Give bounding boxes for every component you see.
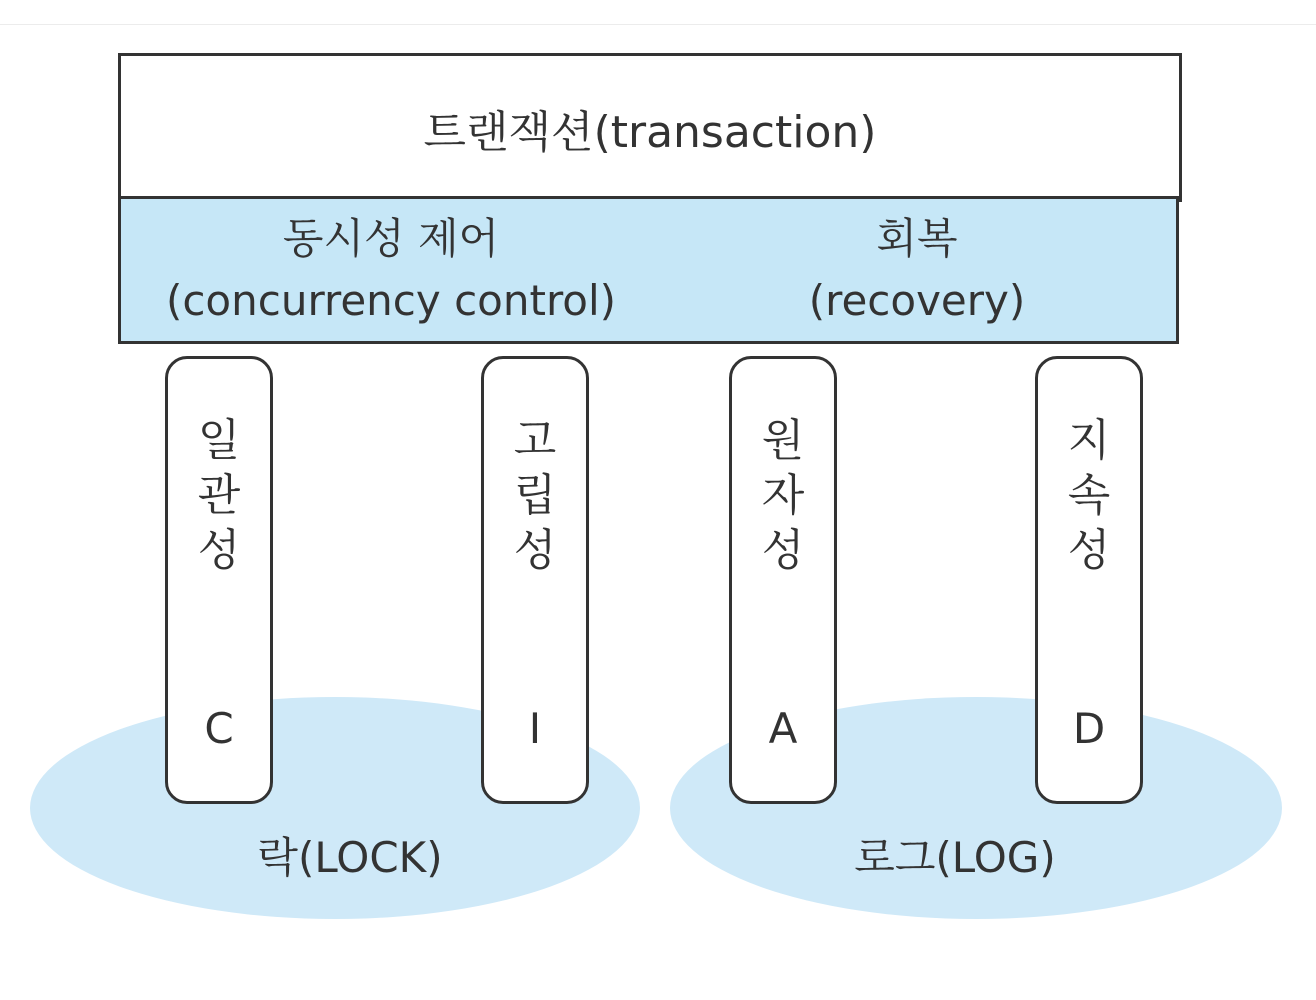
lock-label: 락(LOCK) bbox=[257, 833, 443, 882]
recovery-box bbox=[658, 196, 1179, 344]
isolation-word: 고립성 bbox=[513, 415, 557, 576]
transaction-title-box bbox=[118, 53, 1182, 202]
transaction-title: 트랜잭션(transaction) bbox=[423, 106, 877, 158]
consistency-pill bbox=[165, 356, 273, 804]
atomicity-pill bbox=[729, 356, 837, 804]
durability-word: 지속성 bbox=[1067, 415, 1111, 576]
atomicity-letter: A bbox=[768, 704, 798, 753]
consistency-letter: C bbox=[204, 704, 234, 753]
durability-letter: D bbox=[1072, 704, 1106, 753]
isolation-pill bbox=[481, 356, 589, 804]
top-divider bbox=[0, 24, 1316, 25]
concurrency-english-label: (concurrency control) bbox=[165, 276, 617, 325]
concurrency-korean-label: 동시성 제어 bbox=[282, 214, 500, 263]
concurrency-control-box bbox=[118, 196, 664, 344]
log-label: 로그(LOG) bbox=[854, 833, 1056, 882]
durability-pill bbox=[1035, 356, 1143, 804]
recovery-english-label: (recovery) bbox=[808, 276, 1026, 325]
recovery-korean-label: 회복 bbox=[876, 214, 958, 263]
atomicity-word: 원자성 bbox=[761, 415, 805, 576]
consistency-word: 일관성 bbox=[197, 415, 241, 576]
isolation-letter: I bbox=[528, 704, 542, 753]
